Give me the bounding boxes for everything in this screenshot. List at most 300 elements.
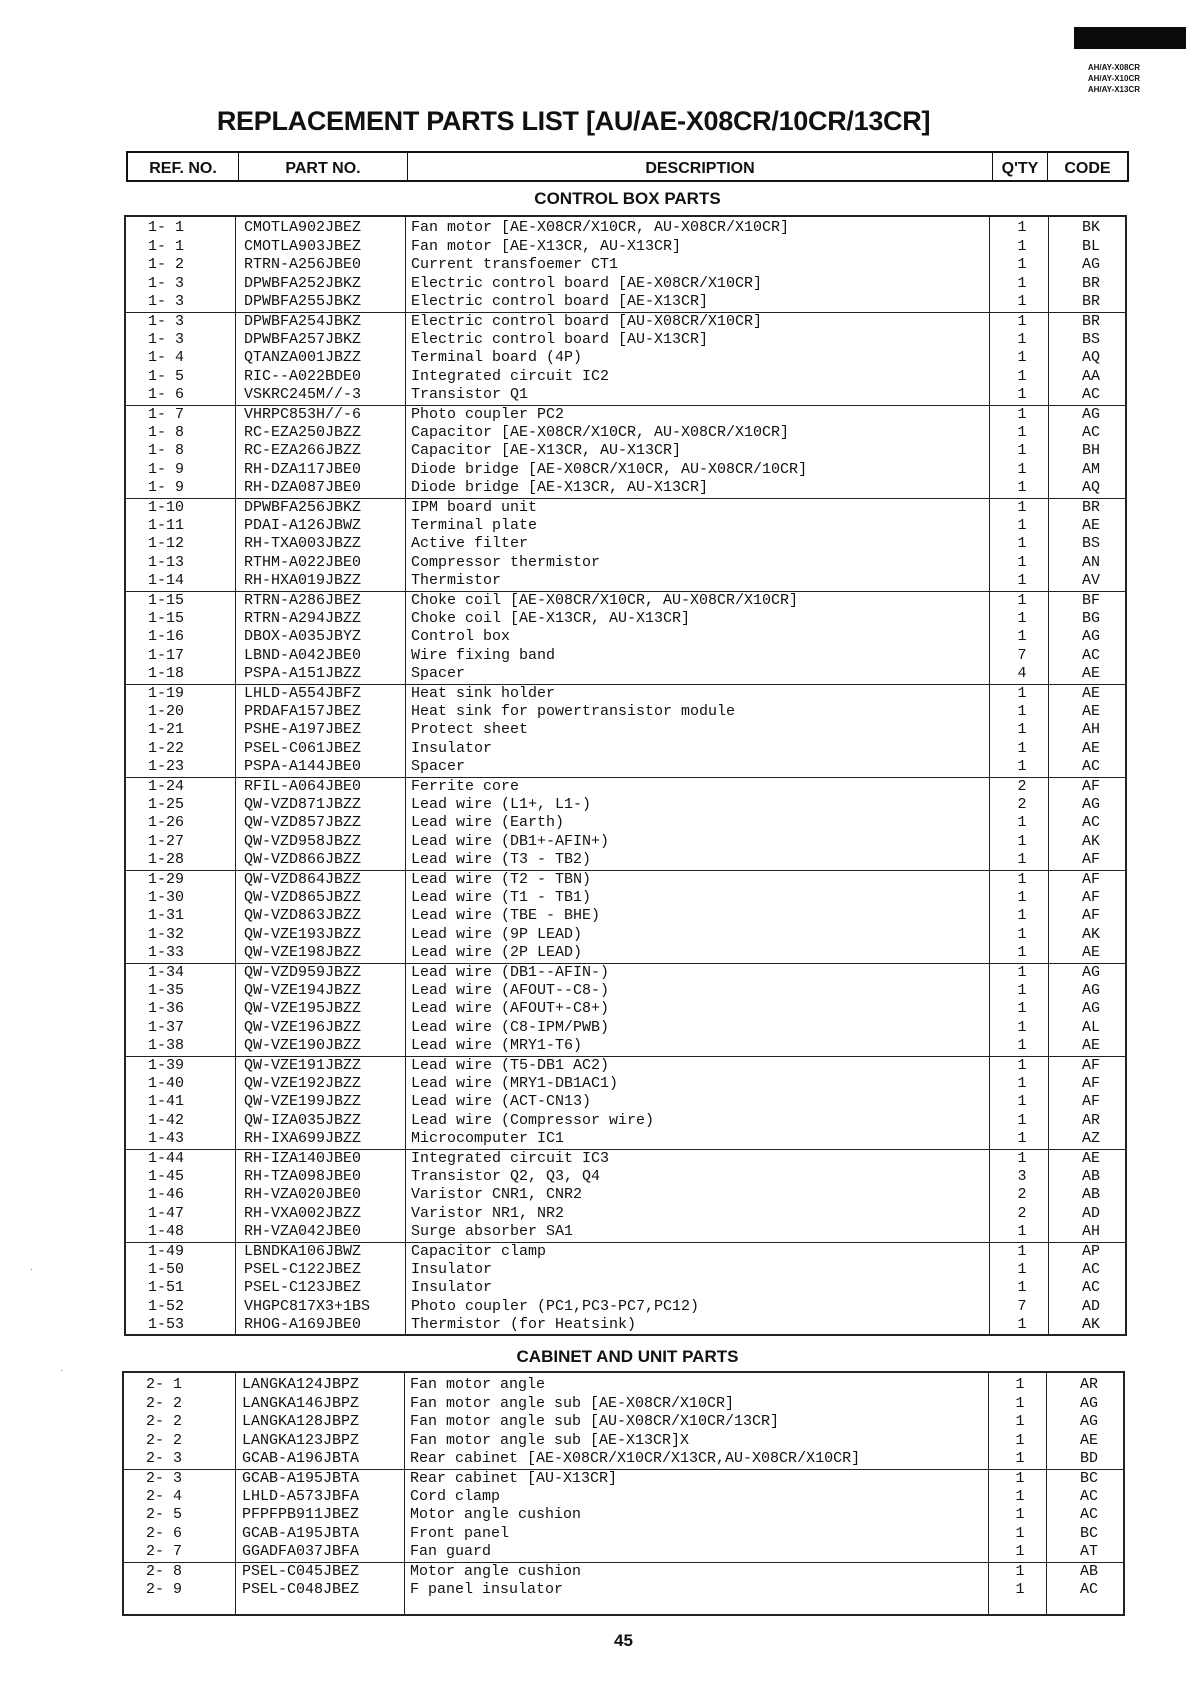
code: AL — [1081, 1018, 1100, 1036]
table-row — [126, 238, 1125, 257]
part-no: QW-VZD958JBZZ — [244, 832, 362, 850]
ref-no: 1- 3 — [148, 274, 185, 292]
code: AG — [1081, 406, 1100, 423]
section-title-control-box: CONTROL BOX PARTS — [534, 189, 721, 208]
code: AF — [1081, 871, 1100, 888]
description: Heat sink holder — [411, 685, 556, 702]
description: Lead wire (T2 - TBN) — [411, 871, 592, 888]
part-no: RTRN-A286JBEZ — [244, 592, 362, 609]
ref-no: 1-47 — [148, 1204, 185, 1222]
table-row — [126, 610, 1125, 629]
qty: 7 — [1017, 646, 1027, 664]
scan-speck: · — [60, 1365, 64, 1376]
qty: 2 — [1017, 778, 1027, 795]
code: AV — [1081, 572, 1100, 590]
table-row — [126, 758, 1125, 777]
code: AQ — [1081, 479, 1100, 497]
part-no: QW-VZE195JBZZ — [244, 1000, 362, 1018]
code: AQ — [1081, 349, 1100, 367]
part-no: QW-VZD959JBZZ — [244, 964, 362, 981]
code: BS — [1081, 330, 1100, 348]
table-row — [124, 1432, 1123, 1451]
description: Motor angle cushion — [410, 1506, 582, 1524]
code: AF — [1081, 778, 1100, 795]
qty: 1 — [1017, 1074, 1027, 1092]
ref-no: 1-15 — [148, 592, 185, 609]
table-row — [126, 851, 1125, 870]
part-no: QW-IZA035JBZZ — [244, 1111, 362, 1129]
table-row — [126, 721, 1125, 740]
description: Control box — [411, 628, 511, 646]
code: AD — [1081, 1204, 1100, 1222]
qty: 1 — [1017, 981, 1027, 999]
qty: 1 — [1017, 293, 1027, 311]
code: AB — [1079, 1563, 1098, 1580]
ref-no: 1-53 — [148, 1316, 185, 1334]
part-no: RH-IXA699JBZZ — [244, 1130, 362, 1148]
description: Wire fixing band — [411, 646, 556, 664]
code: AC — [1079, 1506, 1098, 1524]
part-no: RH-VZA042JBE0 — [244, 1223, 362, 1241]
part-no: DPWBFA252JBKZ — [244, 274, 362, 292]
description: Lead wire (9P LEAD) — [411, 925, 583, 943]
description: Varistor CNR1, CNR2 — [411, 1186, 583, 1204]
ref-no: 1-25 — [148, 795, 185, 813]
ref-no: 1-45 — [148, 1167, 185, 1185]
description: Integrated circuit IC3 — [411, 1150, 610, 1167]
ref-no: 1- 7 — [148, 406, 185, 423]
part-no: VHRPC853H//-6 — [244, 406, 362, 423]
part-no: PSEL-C048JBEZ — [242, 1580, 360, 1598]
table-row — [126, 572, 1125, 591]
qty: 1 — [1017, 888, 1027, 906]
ref-no: 2- 2 — [146, 1431, 183, 1449]
qty: 1 — [1017, 406, 1027, 423]
code: AG — [1079, 1394, 1098, 1412]
code: AE — [1081, 665, 1100, 683]
model-line: AH/AY-X10CR — [1087, 74, 1140, 83]
ref-no: 1-10 — [148, 499, 185, 516]
ref-no: 1- 2 — [148, 256, 185, 274]
ref-no: 1- 9 — [148, 479, 185, 497]
table-row — [126, 740, 1125, 759]
part-no: RTRN-A256JBE0 — [244, 256, 362, 274]
table-row — [126, 833, 1125, 852]
table-row — [126, 647, 1125, 666]
description: Current transfoemer CT1 — [411, 256, 619, 274]
description: Fan motor angle — [410, 1376, 546, 1393]
ref-no: 1-36 — [148, 1000, 185, 1018]
qty: 1 — [1015, 1543, 1025, 1561]
section-title-cabinet: CABINET AND UNIT PARTS — [516, 1347, 739, 1366]
code: AN — [1081, 553, 1100, 571]
table-row — [124, 1488, 1123, 1507]
qty: 1 — [1017, 1000, 1027, 1018]
description: Front panel — [410, 1524, 510, 1542]
part-no: PSPA-A151JBZZ — [244, 665, 362, 683]
description: F panel insulator — [410, 1580, 564, 1598]
code: AM — [1081, 460, 1100, 478]
code: BC — [1079, 1524, 1098, 1542]
ref-no: 1-32 — [148, 925, 185, 943]
description: Diode bridge [AE-X13CR, AU-X13CR] — [411, 479, 709, 497]
table-row — [126, 386, 1125, 405]
part-no: RH-HXA019JBZZ — [244, 572, 362, 590]
qty: 1 — [1017, 516, 1027, 534]
ref-no: 2- 1 — [146, 1376, 183, 1393]
table-row — [126, 665, 1125, 684]
part-no: GCAB-A196JBTA — [242, 1450, 360, 1468]
table-row — [126, 349, 1125, 368]
code: BR — [1081, 274, 1100, 292]
table-row — [126, 982, 1125, 1001]
ref-no: 2- 9 — [146, 1580, 183, 1598]
description: Choke coil [AE-X13CR, AU-X13CR] — [411, 609, 691, 627]
code: AK — [1081, 1316, 1100, 1334]
table-row — [126, 1261, 1125, 1280]
description: Fan guard — [410, 1543, 492, 1561]
ref-no: 1-15 — [148, 609, 185, 627]
ref-no: 1-13 — [148, 553, 185, 571]
ref-no: 1-50 — [148, 1260, 185, 1278]
qty: 1 — [1017, 256, 1027, 274]
part-no: LBND-A042JBE0 — [244, 646, 362, 664]
description: Rear cabinet [AE-X08CR/X10CR/X13CR,AU-X08CR/X10CR] — [410, 1450, 861, 1468]
part-no: LANGKA124JBPZ — [242, 1376, 360, 1393]
qty: 1 — [1017, 1130, 1027, 1148]
code: AK — [1081, 832, 1100, 850]
description: Fan motor angle sub [AU-X08CR/X10CR/13CR] — [410, 1413, 780, 1431]
code: AE — [1079, 1431, 1098, 1449]
table-row — [126, 814, 1125, 833]
table-row — [126, 1205, 1125, 1224]
description: Fan motor [AE-X08CR/X10CR, AU-X08CR/X10CR] — [411, 219, 790, 236]
description: Lead wire (AFOUT+-C8+) — [411, 1000, 610, 1018]
qty: 1 — [1017, 871, 1027, 888]
table-row — [124, 1543, 1123, 1562]
description: Photo coupler (PC1,PC3-PC7,PC12) — [411, 1297, 700, 1315]
description: Insulator — [411, 1279, 493, 1297]
qty: 1 — [1017, 1150, 1027, 1167]
table-row — [126, 963, 1125, 983]
part-no: PRDAFA157JBEZ — [244, 702, 362, 720]
qty: 1 — [1015, 1431, 1025, 1449]
description: IPM board unit — [411, 499, 538, 516]
qty: 1 — [1017, 592, 1027, 609]
part-no: RH-IZA140JBE0 — [244, 1150, 362, 1167]
table-row — [126, 628, 1125, 647]
code: AC — [1079, 1487, 1098, 1505]
table-row — [126, 405, 1125, 425]
code: AE — [1081, 944, 1100, 962]
description: Electric control board [AE-X08CR/X10CR] — [411, 274, 763, 292]
table-row — [126, 461, 1125, 480]
code: AA — [1081, 367, 1100, 385]
ref-no: 1-46 — [148, 1186, 185, 1204]
part-no: QW-VZE196JBZZ — [244, 1018, 362, 1036]
description: Lead wire (Earth) — [411, 814, 565, 832]
table-row — [126, 498, 1125, 518]
table-row — [126, 275, 1125, 294]
description: Capacitor [AE-X13CR, AU-X13CR] — [411, 442, 682, 460]
qty: 1 — [1015, 1394, 1025, 1412]
description: Terminal plate — [411, 516, 538, 534]
part-no: VHGPC817X3+1BS — [244, 1297, 371, 1315]
qty: 1 — [1017, 386, 1027, 404]
ref-no: 1-26 — [148, 814, 185, 832]
table-row — [126, 1149, 1125, 1169]
ref-no: 1- 3 — [148, 313, 185, 330]
part-no: DBOX-A035JBYZ — [244, 628, 362, 646]
qty: 1 — [1017, 702, 1027, 720]
part-no: CMOTLA902JBEZ — [244, 219, 362, 236]
description: Lead wire (Compressor wire) — [411, 1111, 655, 1129]
code: AG — [1081, 256, 1100, 274]
qty: 1 — [1017, 1037, 1027, 1055]
part-no: DPWBFA257JBKZ — [244, 330, 362, 348]
description: Thermistor (for Heatsink) — [411, 1316, 637, 1334]
code: AF — [1081, 1093, 1100, 1111]
qty: 1 — [1017, 907, 1027, 925]
description: Transistor Q1 — [411, 386, 529, 404]
code: AC — [1081, 423, 1100, 441]
ref-no: 1-37 — [148, 1018, 185, 1036]
table-row — [124, 1525, 1123, 1544]
col-code-header: CODE — [1064, 159, 1111, 177]
qty: 1 — [1017, 609, 1027, 627]
model-line: AH/AY-X13CR — [1087, 85, 1140, 94]
part-no: QW-VZE198JBZZ — [244, 944, 362, 962]
table-row — [126, 1316, 1125, 1335]
ref-no: 1-48 — [148, 1223, 185, 1241]
part-no: PSEL-C123JBEZ — [244, 1279, 362, 1297]
description: Fan motor [AE-X13CR, AU-X13CR] — [411, 237, 682, 255]
table-row — [126, 1093, 1125, 1112]
code: BD — [1079, 1450, 1098, 1468]
col-desc-header: DESCRIPTION — [408, 153, 993, 180]
table-row — [126, 256, 1125, 275]
qty: 1 — [1017, 460, 1027, 478]
ref-no: 1-40 — [148, 1074, 185, 1092]
ref-no: 1-31 — [148, 907, 185, 925]
code: AE — [1081, 702, 1100, 720]
table-row — [126, 889, 1125, 908]
ref-no: 1-18 — [148, 665, 185, 683]
part-no: QW-VZE190JBZZ — [244, 1037, 362, 1055]
part-no: GCAB-A195JBTA — [242, 1470, 360, 1487]
qty: 1 — [1017, 1057, 1027, 1074]
table-row — [126, 1130, 1125, 1149]
part-no: RC-EZA250JBZZ — [244, 423, 362, 441]
code: BR — [1081, 313, 1100, 330]
part-no: RC-EZA266JBZZ — [244, 442, 362, 460]
description: Capacitor clamp — [411, 1243, 547, 1260]
ref-no: 1-23 — [148, 758, 185, 776]
table-row — [124, 1562, 1123, 1582]
ref-no: 1-42 — [148, 1111, 185, 1129]
table-row — [124, 1376, 1123, 1395]
qty: 2 — [1017, 1186, 1027, 1204]
part-no: QW-VZE191JBZZ — [244, 1057, 362, 1074]
description: Active filter — [411, 535, 529, 553]
qty: 1 — [1017, 499, 1027, 516]
qty: 1 — [1017, 1243, 1027, 1260]
ref-no: 2- 5 — [146, 1506, 183, 1524]
ref-no: 1-33 — [148, 944, 185, 962]
description: Capacitor [AE-X08CR/X10CR, AU-X08CR/X10CR] — [411, 423, 790, 441]
description: Varistor NR1, NR2 — [411, 1204, 565, 1222]
description: Surge absorber SA1 — [411, 1223, 574, 1241]
ref-no: 1- 4 — [148, 349, 185, 367]
part-no: DPWBFA255JBKZ — [244, 293, 362, 311]
model-line: AH/AY-X08CR — [1087, 63, 1140, 72]
qty: 1 — [1017, 572, 1027, 590]
col-qty-header: Q'TY — [993, 153, 1048, 180]
part-no: RH-TXA003JBZZ — [244, 535, 362, 553]
description: Protect sheet — [411, 721, 529, 739]
part-no: QW-VZD866JBZZ — [244, 851, 362, 869]
ref-no: 1-49 — [148, 1243, 185, 1260]
part-no: QW-VZE194JBZZ — [244, 981, 362, 999]
code: AG — [1081, 964, 1100, 981]
code: AH — [1081, 1223, 1100, 1241]
part-no: RH-VXA002JBZZ — [244, 1204, 362, 1222]
part-no: QW-VZD857JBZZ — [244, 814, 362, 832]
qty: 1 — [1017, 964, 1027, 981]
table-row — [126, 944, 1125, 963]
description: Photo coupler PC2 — [411, 406, 565, 423]
description: Terminal board (4P) — [411, 349, 583, 367]
part-no: LHLD-A554JBFZ — [244, 685, 362, 702]
part-no: RH-TZA098JBE0 — [244, 1167, 362, 1185]
qty: 1 — [1017, 219, 1027, 236]
qty: 1 — [1015, 1580, 1025, 1598]
description: Lead wire (DB1+-AFIN+) — [411, 832, 610, 850]
table-row — [126, 293, 1125, 312]
part-no: QW-VZE192JBZZ — [244, 1074, 362, 1092]
qty: 1 — [1015, 1413, 1025, 1431]
code: AC — [1079, 1580, 1098, 1598]
part-no: QW-VZE199JBZZ — [244, 1093, 362, 1111]
code: AE — [1081, 516, 1100, 534]
table-row — [124, 1395, 1123, 1414]
table-row — [126, 907, 1125, 926]
part-no: LANGKA146JBPZ — [242, 1394, 360, 1412]
qty: 1 — [1015, 1506, 1025, 1524]
qty: 1 — [1017, 535, 1027, 553]
qty: 1 — [1017, 423, 1027, 441]
qty: 1 — [1017, 925, 1027, 943]
ref-no: 1- 9 — [148, 460, 185, 478]
code: BF — [1081, 592, 1100, 609]
description: Fan motor angle sub [AE-X08CR/X10CR] — [410, 1394, 735, 1412]
ref-no: 1-14 — [148, 572, 185, 590]
code: BL — [1081, 237, 1100, 255]
code: AG — [1081, 1000, 1100, 1018]
description: Motor angle cushion — [410, 1563, 582, 1580]
qty: 2 — [1017, 795, 1027, 813]
code: AR — [1079, 1376, 1098, 1393]
table-row — [126, 1168, 1125, 1187]
qty: 1 — [1017, 628, 1027, 646]
qty: 1 — [1017, 237, 1027, 255]
table-row — [126, 1223, 1125, 1242]
part-no: QW-VZE193JBZZ — [244, 925, 362, 943]
page-number: 45 — [614, 1631, 633, 1650]
part-no: PSEL-C061JBEZ — [244, 739, 362, 757]
part-no: GGADFA037JBFA — [242, 1543, 360, 1561]
description: Cord clamp — [410, 1487, 501, 1505]
description: Lead wire (L1+, L1-) — [411, 795, 592, 813]
ref-no: 1-24 — [148, 778, 185, 795]
ref-no: 1-29 — [148, 871, 185, 888]
table-row — [126, 517, 1125, 536]
code: AK — [1081, 925, 1100, 943]
qty: 1 — [1015, 1487, 1025, 1505]
part-no: VSKRC245M//-3 — [244, 386, 362, 404]
ref-no: 1-44 — [148, 1150, 185, 1167]
ref-no: 2- 8 — [146, 1563, 183, 1580]
table-row — [126, 703, 1125, 722]
ref-no: 2- 4 — [146, 1487, 183, 1505]
code: AH — [1081, 721, 1100, 739]
description: Spacer — [411, 758, 466, 776]
part-no: PSEL-C045JBEZ — [242, 1563, 360, 1580]
ref-no: 1-27 — [148, 832, 185, 850]
part-no: PFPFPB911JBEZ — [242, 1506, 360, 1524]
table-row — [126, 1298, 1125, 1317]
table-row — [126, 796, 1125, 815]
table-row — [126, 1279, 1125, 1298]
part-no: PSHE-A197JBEZ — [244, 721, 362, 739]
table-row — [126, 1242, 1125, 1262]
ref-no: 2- 3 — [146, 1470, 183, 1487]
table-row — [124, 1469, 1123, 1489]
ref-no: 1- 1 — [148, 237, 185, 255]
ref-no: 1- 6 — [148, 386, 185, 404]
table-row — [126, 1019, 1125, 1038]
ref-no: 1-22 — [148, 739, 185, 757]
part-no: CMOTLA903JBEZ — [244, 237, 362, 255]
ref-no: 1-41 — [148, 1093, 185, 1111]
table-row — [126, 219, 1125, 238]
table-row — [126, 1075, 1125, 1094]
part-no: QTANZA001JBZZ — [244, 349, 362, 367]
qty: 1 — [1017, 739, 1027, 757]
part-no: GCAB-A195JBTA — [242, 1524, 360, 1542]
table-row — [124, 1506, 1123, 1525]
ref-no: 1- 3 — [148, 293, 185, 311]
column-header-row — [126, 151, 1129, 182]
table-row — [126, 870, 1125, 890]
ref-no: 1-28 — [148, 851, 185, 869]
qty: 1 — [1015, 1470, 1025, 1487]
description: Lead wire (T1 - TB1) — [411, 888, 592, 906]
description: Lead wire (2P LEAD) — [411, 944, 583, 962]
part-no: RH-DZA087JBE0 — [244, 479, 362, 497]
ref-no: 1-11 — [148, 516, 185, 534]
description: Lead wire (DB1--AFIN-) — [411, 964, 610, 981]
part-no: RHOG-A169JBE0 — [244, 1316, 362, 1334]
code: AC — [1081, 386, 1100, 404]
qty: 1 — [1017, 814, 1027, 832]
table-row — [124, 1581, 1123, 1600]
description: Insulator — [411, 1260, 493, 1278]
description: Electric control board [AU-X13CR] — [411, 330, 709, 348]
part-no: RH-VZA020JBE0 — [244, 1186, 362, 1204]
table-row — [126, 442, 1125, 461]
code: BC — [1079, 1470, 1098, 1487]
